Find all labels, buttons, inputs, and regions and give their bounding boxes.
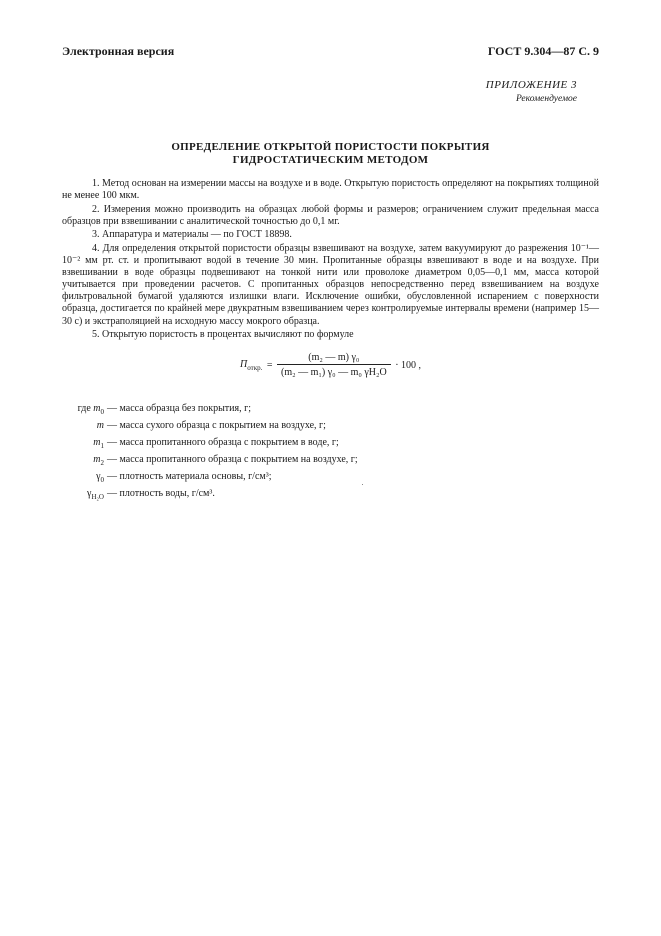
paragraph-4: 4. Для определения открытой пористости образцы взвешивают на воздухе, затем вакуумируют до разрежения 10⁻¹—10⁻² мм рт. ст. и пропитывают водой в течение 30 мин. Пропитанные образцы взвешивают в воде и на воздухе. При взвешивании в воде образцы подвешивают на тонкой нити или проволоке диаметром 0,05—0,1 мм, масса которой учитывается при проведении расчетов. С пропитанных образцов непосредственно перед взвешиванием на воздухе фильтровальной бумагой удаляются излишки влаги. Исключение ошибки, обусловленной испарением с поверхности образца, достигается по крайней мере двукратным взвешиванием через контролируемые интервалы времени (например 15—30 с) и экстраполяцией на исходную массу мокрого образца. bbox=[62, 242, 599, 327]
formula-lhs bbox=[240, 359, 262, 372]
definition-symbol: $\gamma_{H_2O}$ bbox=[87, 488, 104, 501]
section-title-line-1: ОПРЕДЕЛЕНИЕ ОТКРЫТОЙ ПОРИСТОСТИ ПОКРЫТИЯ bbox=[171, 141, 490, 153]
definition-text: — плотность воды, г/см³. bbox=[107, 488, 215, 499]
definition-text: — масса сухого образца с покрытием на воздухе, г; bbox=[107, 420, 326, 431]
paragraph-5: 5. Открытую пористость в процентах вычисляют по формуле bbox=[92, 329, 354, 341]
definition-text: — масса пропитанного образца с покрытием на воздухе, г; bbox=[107, 454, 358, 465]
definition-symbol: m bbox=[96, 420, 104, 431]
body-text bbox=[62, 178, 599, 343]
definition-row bbox=[62, 436, 358, 453]
definition-text: — масса пропитанного образца с покрытием в воде, г; bbox=[107, 437, 339, 448]
paragraph-1: 1. Метод основан на измерении массы на воздухе и в воде. Открытую пористость определяют на покрытиях толщиной не менее 100 мкм. bbox=[62, 178, 599, 202]
porosity-formula bbox=[240, 352, 421, 378]
definition-row bbox=[62, 402, 358, 419]
section-title-line-2: ГИДРОСТАТИЧЕСКИМ МЕТОДОМ bbox=[232, 154, 429, 166]
definition-row bbox=[62, 487, 358, 504]
appendix-block bbox=[486, 78, 577, 106]
definition-text: — плотность материала основы, г/см³; bbox=[107, 471, 272, 482]
paragraph-3: 3. Аппаратура и материалы — по ГОСТ 18898. bbox=[92, 229, 292, 241]
section-title bbox=[62, 141, 599, 167]
scan-speck bbox=[362, 484, 363, 485]
formula-equals: = bbox=[266, 359, 273, 371]
variable-definitions bbox=[62, 402, 358, 504]
definition-row bbox=[62, 419, 358, 436]
formula-denominator: (m₂ — m₁) γ₀ — m₀ γH₂O bbox=[281, 367, 387, 378]
definition-symbol: $m_2$ bbox=[93, 454, 104, 467]
definition-text: — масса образца без покрытия, г; bbox=[107, 403, 251, 414]
header-standard-page: ГОСТ 9.304—87 С. 9 bbox=[487, 44, 599, 58]
definition-row bbox=[62, 470, 358, 487]
formula-fraction bbox=[277, 352, 391, 378]
definition-symbol: $\gamma_0$ bbox=[96, 471, 104, 484]
formula-lhs-symbol: П bbox=[240, 358, 248, 370]
definition-row bbox=[62, 453, 358, 470]
definition-symbol: $m_1$ bbox=[93, 437, 104, 450]
appendix-label: ПРИЛОЖЕНИЕ 3 bbox=[485, 79, 577, 91]
formula-numerator: (m₂ — m) γ₀ bbox=[277, 352, 391, 365]
definition-symbol: где $m_0$ bbox=[77, 403, 104, 416]
header-electronic-version: Электронная версия bbox=[62, 44, 175, 58]
appendix-status: Рекомендуемое bbox=[515, 94, 577, 104]
formula-lhs-subscript: откр. bbox=[247, 363, 263, 372]
formula-multiplier: · 100 , bbox=[395, 359, 422, 371]
paragraph-2: 2. Измерения можно производить на образцах любой формы и размеров; ограничением служит предельная масса образцов при взвешивании с аналитической точностью до 0,1 мг. bbox=[62, 203, 599, 227]
